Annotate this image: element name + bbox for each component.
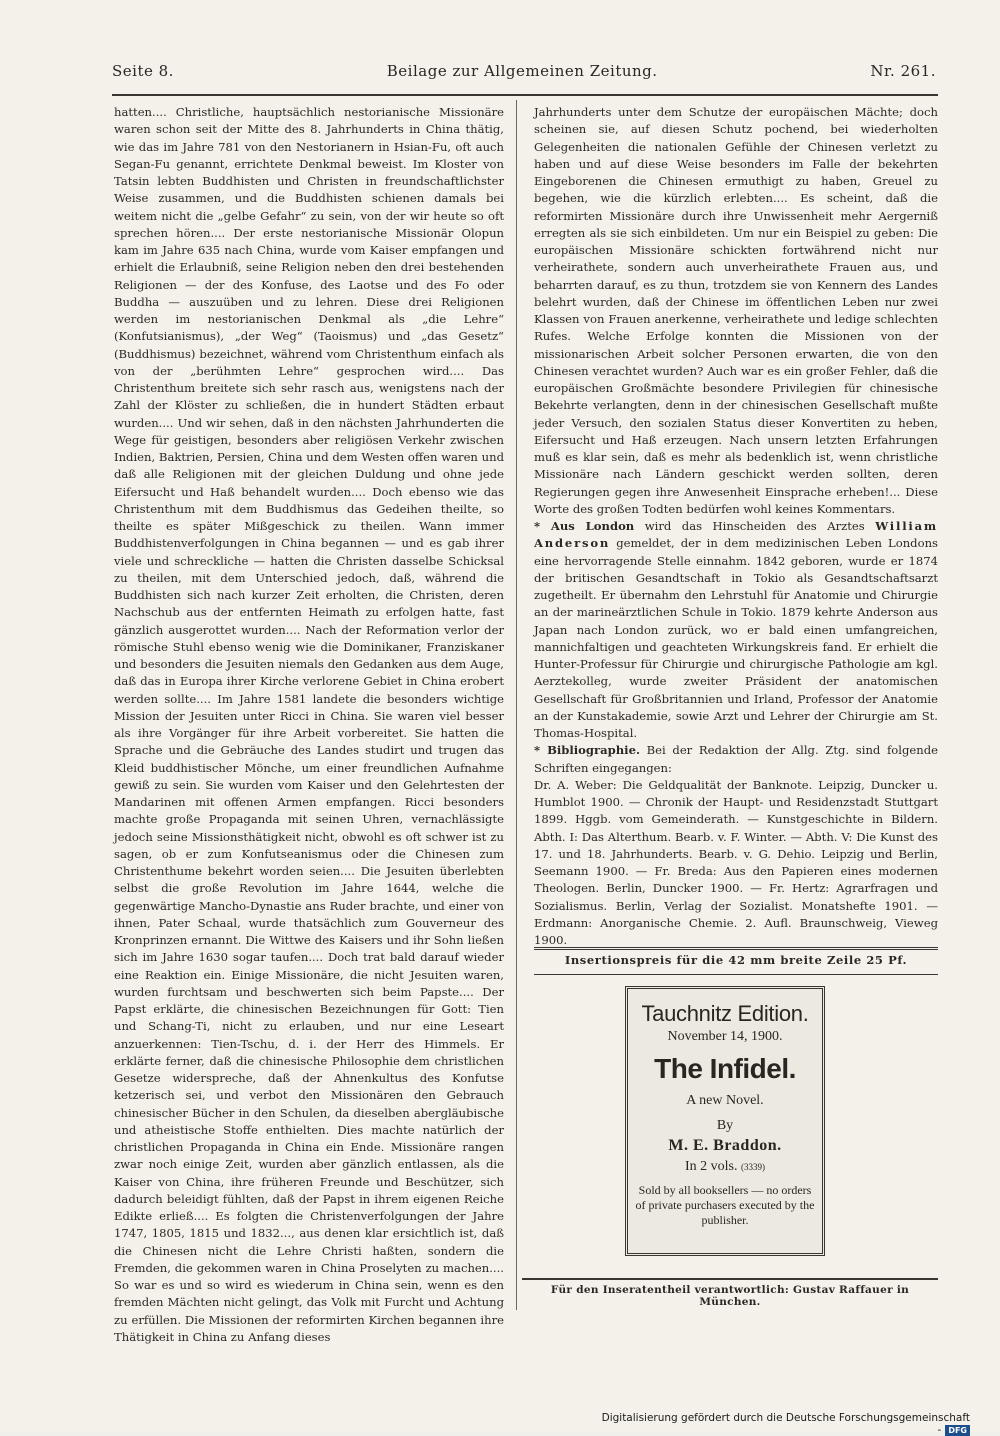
london-name: William Anderson	[534, 519, 939, 551]
ad-vols-number: (3339)	[741, 1162, 765, 1172]
london-text: wird das Hinscheiden des Arztes	[634, 519, 876, 533]
london-lead: * Aus London	[534, 519, 635, 533]
ad-subtitle: A new Novel.	[686, 1093, 764, 1108]
biblio-intro: Bei der Redaktion der Allg. Ztg. sind folgende Schriften eingegangen:	[534, 743, 938, 775]
tauchnitz-advertisement	[625, 986, 825, 1256]
responsible-line: Für den Inseratentheil verantwortlich: Gustav Raffauer in München.	[550, 1284, 910, 1308]
ad-volumes	[628, 1159, 822, 1175]
bibliography-list: Dr. A. Weber: Die Geldqualität der Banknote. Leipzig, Duncker u. Humblot 1900. — Chronik der Haupt- und Residenzstadt Stuttgart 1899. Hggb. vom Gemeinderath. — Kunstgeschichte in Bildern. Abth. I: Das Alterthum. Bearb. v. F. Winter. — Abth. V: Die Kunst des 17. und 18. Jahrhunderts. Bearb. v. G. Dehio. Leipzig und Berlin, Seemann 1900. — Fr. Breda: Aus den Papieren eines modernen Theologen. Berlin, Duncker 1900. — Fr. Hertz: Agrarfragen und Sozialismus. Berlin, Verlag der Sozialist. Monatshefte 1901. — Erdmann: Anorganische Chemie. 2. Aufl. Braunschweig, Vieweg 1900.	[534, 777, 938, 947]
london-notice	[534, 518, 938, 742]
page-header	[112, 58, 936, 84]
left-column	[114, 104, 504, 1344]
article-body-left: hatten.... Christliche, hauptsächlich nestorianische Missionäre waren schon seit der Mitte des 8. Jahrhunderts in China thätig, wie das im Jahre 781 von den Nestorianern in Hsian-Fu, oft auch Segan-Fu genannt, errichtete Denkmal beweist. Im Kloster von Tatsin lebten Buddhisten und Christen in freundschaftlichster Weise zusammen, und die Buddhisten schienen damals bei weitem nicht die „gelbe Gefahr“ zu sein, von der wir heute so oft sprechen hören.... Der erste nestorianische Missionär Olopun kam im Jahre 635 nach China, wurde vom Kaiser empfangen und erhielt die Erlaubniß, seine Religion neben den drei bestehenden Religionen — der des Konfuse, des Laotse und des Fo oder Buddha — auszuüben und zu lehren. Diese drei Religionen werden im nestorianischen Denkmal als „die Lehre“ (Konfutsianismus), „der Weg“ (Taoismus) und „das Gesetz“ (Buddhismus) bezeichnet, während vom Christenthum einfach als von der „berühmten Lehre“ gesprochen wird.... Das Christenthum breitete sich sehr rasch aus, wenigstens nach der Zahl der Klöster zu schließen, die in hundert Städten erbaut wurden.... Und wir sehen, daß in den nächsten Jahrhunderten die Wege für geistigen, besonders aber religiösen Verkehr zwischen Indien, Baktrien, Persien, China und dem Westen offen waren und daß alle Religionen mit der gleichen Duldung und ohne jede Eifersucht und Haß behandelt wurden.... Doch ebenso wie das Christenthum mit dem Buddhismus das Gedeihen theilte, so theilte es später Mißgeschick zu theilen. Wann immer Buddhistenverfolgungen in China begannen — und es gab ihrer viele und schreckliche — hatten die Christen dasselbe Schicksal zu theilen, mit dem Unterschied jedoch, daß, während die Buddhisten sich nach kurzer Zeit erholten, die Christen, deren Nachschub aus der entfernten Heimath zu erfolgen hatte, fast gänzlich ausgerottet wurden.... Nach der Reformation verlor der römische Stuhl ebenso wenig wie die Dominikaner, Franziskaner und besonders die Jesuiten niemals den Gedanken aus dem Auge, daß das in Europa ihrer Kirche verlorene Gebiet in China erobert werden sollte.... Im Jahre 1581 landete die besonders wichtige Mission der Jesuiten unter Ricci in China. Sie waren viel besser als ihre Vorgänger für ihre Arbeit vorbereitet. Sie hatten die Sprache und die Gebräuche des Landes studirt und trugen das Kleid buddhistischer Mönche, um einer freundlichen Aufnahme gewiß zu sein. Sie wurden vom Kaiser und den Gelehrtesten der Mandarinen mit offenen Armen empfangen. Ricci besonders machte große Propaganda mit seinen Uhren, vernachlässigte jedoch seine Missionsthätigkeit nicht, obwohl es oft schwer ist zu sagen, ob er zum Konfutseanismus oder die Chinesen zum Christenthume bekehrt worden seien.... Die Jesuiten überlebten selbst die große Revolution im Jahre 1644, welche die gegenwärtige Mancho-Dynastie ans Ruder brachte, und einer von ihnen, Pater Schaal, wurde thatsächlich zum Gouverneur des Kronprinzen ernannt. Die Wittwe des Kaisers und ihr Sohn ließen sich im Jahre 1630 sogar taufen.... Doch trat bald darauf wieder eine Reaktion ein. Einige Missionäre, die nicht Jesuiten waren, wurden furchtsam und beschwerten sich beim Papste.... Der Papst erklärte, die chinesischen Bezeichnungen für Gott: Tien und Schang-Ti, nicht zu erlauben, und nur eine Leseart anzuerkennen: Tien-Tschu, d. i. der Herr des Himmels. Er erklärte ferner, daß die chinesische Philosophie dem christlichen Gesetze widerspreche, daß der Ahnenkultus des Konfutse ketzerisch sei, und verbot den Missionären den Gebrauch chinesischer Bücher in den Schulen, da dieselben abergläubische und atheistische Stoffe enthielten. Dies machte natürlich der christlichen Propaganda in China ein Ende. Missionäre rangen zwar noch einige Zeit, wurden aber gänzlich entlassen, als die Kaiser von China, ihre früheren Freunde und Beschützer, sich dadurch beleidigt fühlten, daß der Papst in ihrem eigenen Reiche Edikte erließ.... Es folgten die Christenverfolgungen der Jahre 1747, 1805, 1815 und 1832..., aus denen klar ersichtlich ist, daß die Chinesen nicht die Lehre Christi haßten, sondern die Fremden, die gekommen waren in China Proselyten zu machen.... So war es und so wird es wiederum in China sein, wenn es den fremden Mächten nicht gelingt, das Volk mit Furcht und Achtung zu erfüllen. Die Missionen der reformirten Kirchen begannen ihre Thätigkeit in China zu Anfang dieses	[114, 105, 504, 1344]
header-rule	[112, 94, 938, 96]
column-divider	[516, 100, 517, 1310]
ad-by: By	[716, 1118, 734, 1133]
ad-date: November 14, 1900.	[667, 1029, 783, 1044]
right-column	[534, 104, 938, 949]
ad-vols-text: In 2 vols.	[685, 1159, 738, 1174]
article-continuation: Jahrhunderts unter dem Schutze der europäischen Mächte; doch scheinen sie, auf diesen Schutz pochend, bei wiederholten Gelegenheiten die nationalen Gefühle der Chinesen verletzt zu haben und auf diese Weise besonders im Falle der bekehrten Eingeborenen die Chinesen ermuthigt zu haben, Greuel zu begehen, wie die kürzlich erlebten.... Es scheint, daß die reformirten Missionäre durch ihre Unwissenheit mehr Aergerniß erregten als sie sich einbildeten. Um nur ein Beispiel zu geben: Die europäischen Missionäre schickten fortwährend nicht nur verheirathete, sondern auch unverheirathete Frauen aus, und beharrten darauf, es zu thun, trotzdem sie von Kennern des Landes belehrt wurden, daß der Chinese im öffentlichen Leben nur zwei Klassen von Frauen anerkenne, verheirathete und ledige schlechten Rufes. Welche Erfolge konnten die Missionen von der missionarischen Arbeit solcher Personen erwarten, die von den Chinesen verachtet wurden? Auch war es ein großer Fehler, daß die europäischen Großmächte besondere Privilegien für chinesische Bekehrte verlangten, denn in der chinesischen Gesellschaft mußte jeder Versuch, den sozialen Status dieser Konvertiten zu heben, Eifersucht und Haß erzeugen. Nach unsern letzten Erfahrungen muß es klar sein, daß es mehr als bedenklich ist, wenn christliche Missionäre nach Ländern geschickt werden sollten, deren Regierungen gegen ihre Anwesenheit Einsprache erheben!... Diese Worte des großen Todten bedürfen wohl keines Kommentars.	[534, 105, 938, 516]
ad-note: Sold by all booksellers — no orders of private purchasers executed by the publisher.	[635, 1183, 815, 1227]
credit-text: Digitalisierung gefördert durch die Deutsche Forschungsgemeinschaft -	[601, 1412, 970, 1436]
biblio-lead: * Bibliographie.	[534, 743, 640, 758]
insertion-rule	[534, 974, 938, 975]
section-rule	[534, 947, 938, 950]
publication-title: Beilage zur Allgemeinen Zeitung.	[386, 62, 658, 80]
dfg-logo: DFG	[945, 1425, 970, 1436]
ad-title: The Infidel.	[654, 1053, 796, 1084]
ad-brand: Tauchnitz Edition.	[641, 1001, 809, 1026]
ad-author: M. E. Braddon.	[668, 1137, 782, 1154]
issue-number: Nr. 261.	[870, 62, 936, 80]
insertion-price: Insertionspreis für die 42 mm breite Zeile 25 Pf.	[564, 953, 908, 967]
bottom-rule	[522, 1278, 938, 1280]
bibliography-notice	[534, 742, 938, 777]
digitization-credit	[600, 1412, 970, 1436]
page-number: Seite 8.	[112, 62, 174, 80]
london-rest: gemeldet, der in dem medizinischen Leben Londons eine hervorragende Stelle einnahm. 1842 geboren, wurde er 1874 der britischen Gesandtschaft in Tokio als Gesandtschaftsarzt zugetheilt. Er übernahm den Lehrstuhl für Anatomie und Chirurgie an der marineärztlichen Schule in Tokio. 1879 kehrte Anderson aus Japan nach London zurück, wo er bald einen umfangreichen, mannichfaltigen und geachteten Wirkungskreis fand. Er erhielt die Hunter-Professur für Chirurgie und chirurgische Pathologie am kgl. Aerztekolleg, wurde zweiter Präsident der anatomischen Gesellschaft für Großbritannien und Irland, Professor der Anatomie an der Kunstakademie, sowie Arzt und Lehrer der Chirurgie am St. Thomas-Hospital.	[534, 536, 938, 740]
